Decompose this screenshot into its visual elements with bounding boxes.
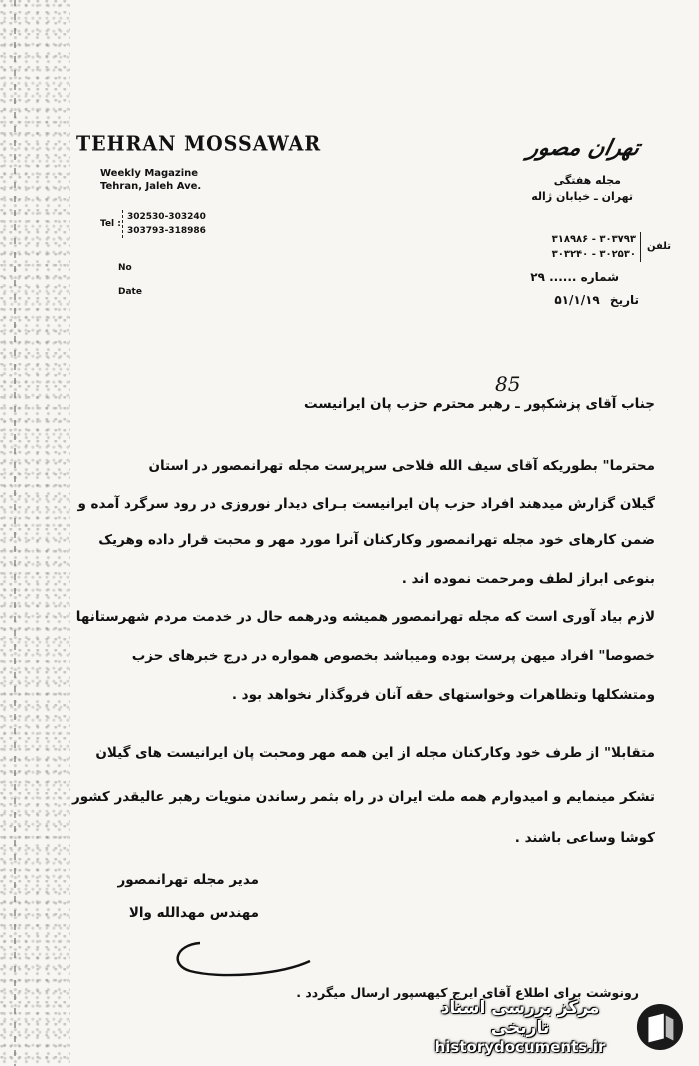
letter-line-3: ضمن کارهای خود مجله تهرانمصور وکارکنان آنرا مورد مهر و محبت قرار داده وهریک	[98, 532, 655, 548]
letter-line-5: لازم بیاد آوری است که مجله تهرانمصور همیشه ودرهمه حال در خدمت مردم شهرستانها	[75, 609, 655, 625]
letter-line-1: محترما" بطوریکه آقای سیف الله فلاحی سرپرست مجله تهرانمصور در استان	[148, 458, 655, 474]
letter-date-fa	[554, 293, 639, 307]
letter-line-2: گیلان گزارش میدهند افراد حزب پان ایرانیست بـرای دیدار نوروزی در رود سرگرد آمده و	[77, 496, 655, 512]
phone-number-fa-2: ۳۰۳۲۴۰ - ۳۰۲۵۳۰	[551, 249, 636, 260]
letter-line-8: متقابلا" از طرف خود وکارکنان مجله از این همه مهر ومحبت پان ایرانیست های گیلان	[95, 745, 655, 761]
letter-line-9: تشکر مینمایم و امیدوارم همه ملت ایران در راه بثمر رساندن منویات رهبر عالیقدر کشور	[71, 789, 655, 805]
letter-line-7: ومتشکلها وتظاهرات وخواستهای حقه آنان فروگذار نخواهد بود .	[231, 687, 655, 703]
letterhead-persian	[525, 135, 642, 205]
scan-edge-noise	[0, 0, 70, 1066]
letterhead-address-en: Tehran, Jaleh Ave.	[100, 181, 202, 192]
phone-label-en: Tel :	[100, 219, 121, 229]
letterhead-subtitle-fa: مجله هفتگی	[553, 174, 621, 187]
signature-title: مدیر مجله تهرانمصور	[117, 872, 259, 888]
letterhead-title-fa: تهران مصور	[525, 135, 642, 161]
date-label-fa: تاریخ	[609, 293, 639, 307]
watermark	[413, 1000, 685, 1054]
number-value-fa: ۲۹	[530, 270, 545, 284]
cc-note: رونوشت برای اطلاع آقای ایرج کیهسپور ارسال میگردد .	[296, 985, 639, 1000]
letter-number-fa: شماره ...... ۲۹	[530, 270, 619, 284]
number-label-fa: شماره	[580, 270, 619, 284]
phone-number-en-1: 302530-303240	[127, 212, 206, 222]
phone-block-fa	[551, 232, 671, 262]
date-label-en: Date	[118, 287, 142, 297]
handwritten-signature	[170, 935, 320, 980]
handwritten-number: 85	[495, 372, 521, 396]
letter-addressee: جناب آقای پزشکپور ـ رهبر محترم حزب پان ایرانیست	[304, 396, 655, 412]
signature-name: مهندس مهدالله والا	[128, 905, 259, 921]
letterhead-subtitle-en: Weekly Magazine	[100, 168, 199, 179]
letterhead-address-fa: تهران ـ خیابان ژاله	[531, 190, 633, 203]
letter-line-10: کوشا وساعی باشند .	[514, 830, 655, 846]
phone-number-fa-1: ۳۱۸۹۸۶ - ۳۰۳۷۹۳	[551, 234, 636, 245]
watermark-name: مرکز بررسی اسناد تاریخی	[440, 998, 600, 1038]
letterhead-english	[76, 133, 321, 193]
letter-line-6: خصوصا" افراد میهن پرست بوده ومیباشد بخصوص همواره در درج خبرهای حزب	[131, 648, 655, 664]
watermark-url: historydocuments.ir	[434, 1038, 606, 1056]
letterhead-title-en: TEHRAN MOSSAWAR	[76, 131, 322, 157]
number-label-en: No	[118, 263, 132, 273]
date-value-fa: ۵۱/۱/۱۹	[554, 293, 600, 307]
archive-logo-icon	[635, 1001, 685, 1053]
phone-number-en-2: 303793-318986	[127, 226, 206, 236]
phone-label-fa: تلفن	[646, 241, 671, 252]
letter-line-4: بنوعی ابراز لطف ومرحمت نموده اند .	[401, 571, 655, 587]
phone-block-en	[100, 210, 206, 238]
